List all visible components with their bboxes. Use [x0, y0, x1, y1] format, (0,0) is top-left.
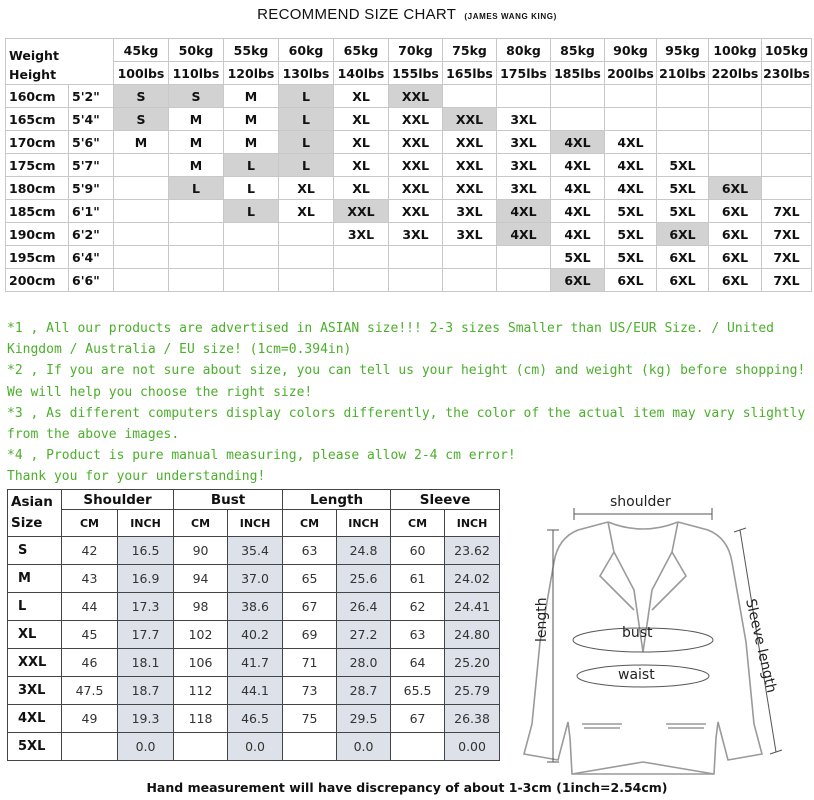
size-cell: 5XL	[605, 200, 657, 223]
size-cell: 4XL	[605, 177, 657, 200]
height-cm: 175cm	[6, 154, 69, 177]
size-cell: L	[224, 177, 279, 200]
measure-value: 64	[391, 649, 445, 677]
size-cell	[334, 269, 389, 292]
height-cm: 180cm	[6, 177, 69, 200]
measure-row	[8, 705, 500, 733]
size-cell: 6XL	[709, 246, 762, 269]
size-row	[6, 246, 812, 269]
measure-value: 28.7	[337, 677, 391, 705]
measure-value: 24.80	[445, 621, 500, 649]
measure-value: 44	[62, 593, 118, 621]
size-label: L	[8, 593, 62, 621]
measure-value: 75	[283, 705, 337, 733]
measure-value: 44.1	[228, 677, 283, 705]
measure-value: 60	[391, 537, 445, 565]
size-label: XL	[8, 621, 62, 649]
sleeve-label: Sleeve length	[742, 597, 780, 695]
size-cell: XL	[279, 177, 334, 200]
measure-value: 19.3	[118, 705, 174, 733]
weight-kg-header: 45kg	[114, 39, 169, 62]
size-cell	[497, 85, 551, 108]
note-3: *3 , As different computers display colors differently, the color of the actual item may vary slightly from the above images.	[7, 405, 806, 443]
size-cell: XXL	[443, 177, 497, 200]
size-cell: M	[169, 154, 224, 177]
size-cell: 6XL	[605, 269, 657, 292]
size-cell: XXL	[389, 108, 443, 131]
size-cell: L	[224, 154, 279, 177]
size-cell: 4XL	[551, 154, 605, 177]
size-cell: XL	[334, 108, 389, 131]
weight-kg-header: 85kg	[551, 39, 605, 62]
size-cell: XXL	[443, 131, 497, 154]
size-cell	[114, 246, 169, 269]
measure-value: 16.5	[118, 537, 174, 565]
measure-value	[283, 733, 337, 761]
size-cell: 5XL	[605, 223, 657, 246]
note-1: *1 , All our products are advertised in ASIAN size!!! 2-3 sizes Smaller than US/EUR Size. / United Kingdom / Australia / EU size! (1cm=0.394in)	[7, 321, 775, 358]
size-cell	[389, 246, 443, 269]
brand-name: (JAMES WANG KING)	[464, 12, 557, 21]
measure-value: 0.0	[228, 733, 283, 761]
size-cell: 5XL	[657, 154, 709, 177]
measure-value: 65.5	[391, 677, 445, 705]
measure-value: 18.1	[118, 649, 174, 677]
chart-title-main: RECOMMEND SIZE CHART	[257, 6, 456, 23]
size-cell	[169, 269, 224, 292]
weight-lbs-header: 110lbs	[169, 62, 224, 85]
size-cell: 4XL	[497, 200, 551, 223]
size-cell: XXL	[389, 131, 443, 154]
size-cell: XL	[279, 200, 334, 223]
weight-lbs-header: 175lbs	[497, 62, 551, 85]
size-cell: M	[169, 131, 224, 154]
size-cell: 6XL	[709, 223, 762, 246]
size-cell	[279, 269, 334, 292]
size-label: 4XL	[8, 705, 62, 733]
size-cell: L	[279, 85, 334, 108]
size-cell	[762, 177, 812, 200]
size-cell	[709, 108, 762, 131]
size-cell: 3XL	[389, 223, 443, 246]
measure-value	[62, 733, 118, 761]
measure-value: 23.62	[445, 537, 500, 565]
weight-lbs-header: 200lbs	[605, 62, 657, 85]
height-cm: 170cm	[6, 131, 69, 154]
size-cell	[114, 223, 169, 246]
unit-cm-header: CM	[174, 510, 228, 537]
size-cell	[551, 85, 605, 108]
size-cell	[114, 177, 169, 200]
measure-value	[391, 733, 445, 761]
size-cell	[762, 108, 812, 131]
measure-group-header: Length	[283, 490, 391, 510]
recommend-size-table	[5, 38, 812, 292]
measure-value: 25.6	[337, 565, 391, 593]
measure-value: 26.38	[445, 705, 500, 733]
size-cell: XL	[334, 85, 389, 108]
length-line	[547, 530, 559, 762]
size-cell: M	[224, 108, 279, 131]
weight-kg-header: 80kg	[497, 39, 551, 62]
weight-kg-header: 105kg	[762, 39, 812, 62]
weight-kg-header: 65kg	[334, 39, 389, 62]
size-cell: 5XL	[657, 200, 709, 223]
measure-value: 29.5	[337, 705, 391, 733]
size-label: 3XL	[8, 677, 62, 705]
measure-value: 62	[391, 593, 445, 621]
measure-group-header: Bust	[174, 490, 283, 510]
size-cell: 4XL	[605, 154, 657, 177]
size-cell: 4XL	[497, 223, 551, 246]
size-cell	[657, 108, 709, 131]
height-ft: 6'6"	[69, 269, 114, 292]
size-cell	[114, 200, 169, 223]
weight-lbs-header: 185lbs	[551, 62, 605, 85]
unit-cm-header: CM	[283, 510, 337, 537]
note-2: *2 , If you are not sure about size, you can tell us your height (cm) and weight (kg) before shopping! We will help you choose the right size!	[7, 363, 806, 400]
size-cell	[762, 85, 812, 108]
weight-lbs-header: 210lbs	[657, 62, 709, 85]
unit-cm-header: CM	[62, 510, 118, 537]
measure-value: 43	[62, 565, 118, 593]
size-cell: 6XL	[657, 269, 709, 292]
size-row	[6, 108, 812, 131]
weight-lbs-header: 230lbs	[762, 62, 812, 85]
weight-kg-header: 50kg	[169, 39, 224, 62]
size-row	[6, 177, 812, 200]
size-cell	[657, 131, 709, 154]
weight-kg-header: 90kg	[605, 39, 657, 62]
measure-row	[8, 649, 500, 677]
measure-value: 37.0	[228, 565, 283, 593]
measure-value: 46	[62, 649, 118, 677]
size-cell	[443, 246, 497, 269]
unit-inch-header: INCH	[445, 510, 500, 537]
height-ft: 5'9"	[69, 177, 114, 200]
size-cell: L	[279, 131, 334, 154]
size-cell: L	[224, 200, 279, 223]
measure-row	[8, 565, 500, 593]
size-cell: 3XL	[443, 223, 497, 246]
hem	[572, 762, 714, 774]
height-ft: 5'2"	[69, 85, 114, 108]
weight-lbs-header: 120lbs	[224, 62, 279, 85]
size-cell: L	[169, 177, 224, 200]
size-row	[6, 269, 812, 292]
weight-kg-header: 70kg	[389, 39, 443, 62]
note-thanks: Thank you for your understanding!	[7, 469, 266, 485]
size-cell	[443, 269, 497, 292]
size-row	[6, 154, 812, 177]
chart-title	[0, 6, 814, 23]
measure-value: 25.79	[445, 677, 500, 705]
measure-row	[8, 537, 500, 565]
size-cell: M	[224, 85, 279, 108]
bust-label: bust	[622, 625, 653, 641]
asian-size-header: Asian Size	[8, 490, 62, 537]
size-row	[6, 131, 812, 154]
size-row	[6, 223, 812, 246]
size-cell	[709, 154, 762, 177]
measure-value: 61	[391, 565, 445, 593]
size-cell: 3XL	[443, 200, 497, 223]
measure-value: 98	[174, 593, 228, 621]
size-cell: 7XL	[762, 223, 812, 246]
weight-kg-header: 75kg	[443, 39, 497, 62]
measure-value: 0.0	[337, 733, 391, 761]
measure-value: 67	[391, 705, 445, 733]
size-cell	[497, 269, 551, 292]
measure-value: 90	[174, 537, 228, 565]
measure-value: 47.5	[62, 677, 118, 705]
size-cell: M	[169, 108, 224, 131]
size-cell: 5XL	[657, 177, 709, 200]
size-cell	[334, 246, 389, 269]
size-cell: 3XL	[497, 131, 551, 154]
size-cell: 6XL	[551, 269, 605, 292]
measure-value: 45	[62, 621, 118, 649]
footer-note: Hand measurement will have discrepancy of about 1-3cm (1inch=2.54cm)	[146, 780, 668, 795]
measure-value: 24.8	[337, 537, 391, 565]
size-cell: XXL	[389, 85, 443, 108]
size-cell: 6XL	[657, 223, 709, 246]
size-cell	[762, 154, 812, 177]
size-label: XXL	[8, 649, 62, 677]
height-cm: 165cm	[6, 108, 69, 131]
measure-value: 46.5	[228, 705, 283, 733]
measure-value: 49	[62, 705, 118, 733]
size-cell: XL	[334, 154, 389, 177]
size-cell	[762, 131, 812, 154]
size-row	[6, 85, 812, 108]
size-cell	[169, 200, 224, 223]
measure-value: 73	[283, 677, 337, 705]
measure-value: 0.0	[118, 733, 174, 761]
size-cell: XXL	[443, 154, 497, 177]
size-cell: L	[279, 154, 334, 177]
weight-lbs-header: 165lbs	[443, 62, 497, 85]
measure-row	[8, 733, 500, 761]
size-cell	[709, 131, 762, 154]
measure-group-header: Shoulder	[62, 490, 174, 510]
size-cell	[497, 246, 551, 269]
measure-row	[8, 677, 500, 705]
measure-value: 63	[391, 621, 445, 649]
weight-kg-header: 60kg	[279, 39, 334, 62]
size-cell: 3XL	[497, 108, 551, 131]
size-cell: 3XL	[334, 223, 389, 246]
size-cell: S	[114, 108, 169, 131]
measure-group-header: Sleeve	[391, 490, 500, 510]
size-label: S	[8, 537, 62, 565]
size-cell: XL	[334, 177, 389, 200]
size-cell: XXL	[334, 200, 389, 223]
measure-value: 106	[174, 649, 228, 677]
measure-value: 27.2	[337, 621, 391, 649]
size-cell: 6XL	[657, 246, 709, 269]
size-cell: 3XL	[497, 177, 551, 200]
measure-value: 16.9	[118, 565, 174, 593]
size-cell	[224, 223, 279, 246]
height-cm: 185cm	[6, 200, 69, 223]
measure-row	[8, 621, 500, 649]
weight-kg-header: 100kg	[709, 39, 762, 62]
weight-lbs-header: 220lbs	[709, 62, 762, 85]
size-cell	[605, 85, 657, 108]
pocket-left	[582, 724, 622, 728]
size-cell	[605, 108, 657, 131]
shoulder-label: shoulder	[610, 494, 671, 510]
measure-value: 71	[283, 649, 337, 677]
size-cell: XXL	[389, 154, 443, 177]
measure-value: 26.4	[337, 593, 391, 621]
measure-value: 25.20	[445, 649, 500, 677]
measure-value: 38.6	[228, 593, 283, 621]
weight-kg-header: 55kg	[224, 39, 279, 62]
size-cell	[551, 108, 605, 131]
measure-value: 63	[283, 537, 337, 565]
size-row	[6, 200, 812, 223]
measure-row	[8, 593, 500, 621]
measure-value: 42	[62, 537, 118, 565]
height-ft: 6'2"	[69, 223, 114, 246]
size-cell: XXL	[443, 108, 497, 131]
size-cell: 7XL	[762, 200, 812, 223]
measure-value: 41.7	[228, 649, 283, 677]
size-cell	[279, 223, 334, 246]
measure-value: 24.02	[445, 565, 500, 593]
size-cell: 4XL	[605, 131, 657, 154]
measure-value: 65	[283, 565, 337, 593]
size-cell: XXL	[389, 200, 443, 223]
weight-label: Weight	[9, 48, 59, 63]
note-4: *4 , Product is pure manual measuring, please allow 2-4 cm error!	[7, 448, 516, 464]
size-cell: XL	[334, 131, 389, 154]
weight-lbs-header: 130lbs	[279, 62, 334, 85]
height-cm: 195cm	[6, 246, 69, 269]
unit-inch-header: INCH	[228, 510, 283, 537]
size-cell: 4XL	[551, 223, 605, 246]
size-cell: S	[114, 85, 169, 108]
weight-lbs-header: 140lbs	[334, 62, 389, 85]
size-cell: M	[224, 131, 279, 154]
measure-value: 118	[174, 705, 228, 733]
lapel	[600, 552, 686, 610]
size-cell: 7XL	[762, 246, 812, 269]
measure-value: 112	[174, 677, 228, 705]
height-ft: 5'4"	[69, 108, 114, 131]
measure-value: 40.2	[228, 621, 283, 649]
measure-value: 0.00	[445, 733, 500, 761]
size-cell: 5XL	[605, 246, 657, 269]
height-ft: 6'1"	[69, 200, 114, 223]
measure-value: 35.4	[228, 537, 283, 565]
jacket-diagram	[510, 492, 802, 775]
size-cell	[443, 85, 497, 108]
size-cell	[657, 85, 709, 108]
weight-kg-header: 95kg	[657, 39, 709, 62]
measure-value: 24.41	[445, 593, 500, 621]
weight-lbs-header: 100lbs	[114, 62, 169, 85]
size-cell: 6XL	[709, 269, 762, 292]
size-cell	[169, 246, 224, 269]
size-cell: 4XL	[551, 131, 605, 154]
size-cell: S	[169, 85, 224, 108]
weight-lbs-header: 155lbs	[389, 62, 443, 85]
size-cell: 7XL	[762, 269, 812, 292]
height-cm: 160cm	[6, 85, 69, 108]
weight-height-header	[6, 39, 114, 85]
measure-value: 94	[174, 565, 228, 593]
size-cell: XXL	[389, 177, 443, 200]
size-cell	[279, 246, 334, 269]
size-cell	[169, 223, 224, 246]
measure-value: 17.7	[118, 621, 174, 649]
size-cell	[224, 246, 279, 269]
size-cell: 4XL	[551, 200, 605, 223]
size-cell	[114, 154, 169, 177]
size-cell: M	[114, 131, 169, 154]
size-cell: 6XL	[709, 177, 762, 200]
measure-value	[174, 733, 228, 761]
unit-cm-header: CM	[391, 510, 445, 537]
measure-value: 17.3	[118, 593, 174, 621]
size-cell: 4XL	[551, 177, 605, 200]
size-cell: 5XL	[551, 246, 605, 269]
measure-value: 18.7	[118, 677, 174, 705]
unit-inch-header: INCH	[337, 510, 391, 537]
size-label: 5XL	[8, 733, 62, 761]
size-cell: 3XL	[497, 154, 551, 177]
waist-label: waist	[618, 667, 655, 683]
size-cell: L	[279, 108, 334, 131]
measurement-table	[7, 489, 500, 761]
size-cell	[709, 85, 762, 108]
measure-value: 102	[174, 621, 228, 649]
pocket-right	[666, 724, 706, 728]
measure-value: 69	[283, 621, 337, 649]
height-cm: 190cm	[6, 223, 69, 246]
size-cell	[389, 269, 443, 292]
length-label: length	[534, 597, 550, 642]
height-ft: 5'7"	[69, 154, 114, 177]
measure-value: 67	[283, 593, 337, 621]
size-cell	[224, 269, 279, 292]
measure-value: 28.0	[337, 649, 391, 677]
notes-block	[7, 318, 807, 488]
height-ft: 5'6"	[69, 131, 114, 154]
unit-inch-header: INCH	[118, 510, 174, 537]
height-label: Height	[9, 67, 57, 82]
size-cell: 6XL	[709, 200, 762, 223]
height-cm: 200cm	[6, 269, 69, 292]
size-cell	[114, 269, 169, 292]
size-label: M	[8, 565, 62, 593]
height-ft: 6'4"	[69, 246, 114, 269]
